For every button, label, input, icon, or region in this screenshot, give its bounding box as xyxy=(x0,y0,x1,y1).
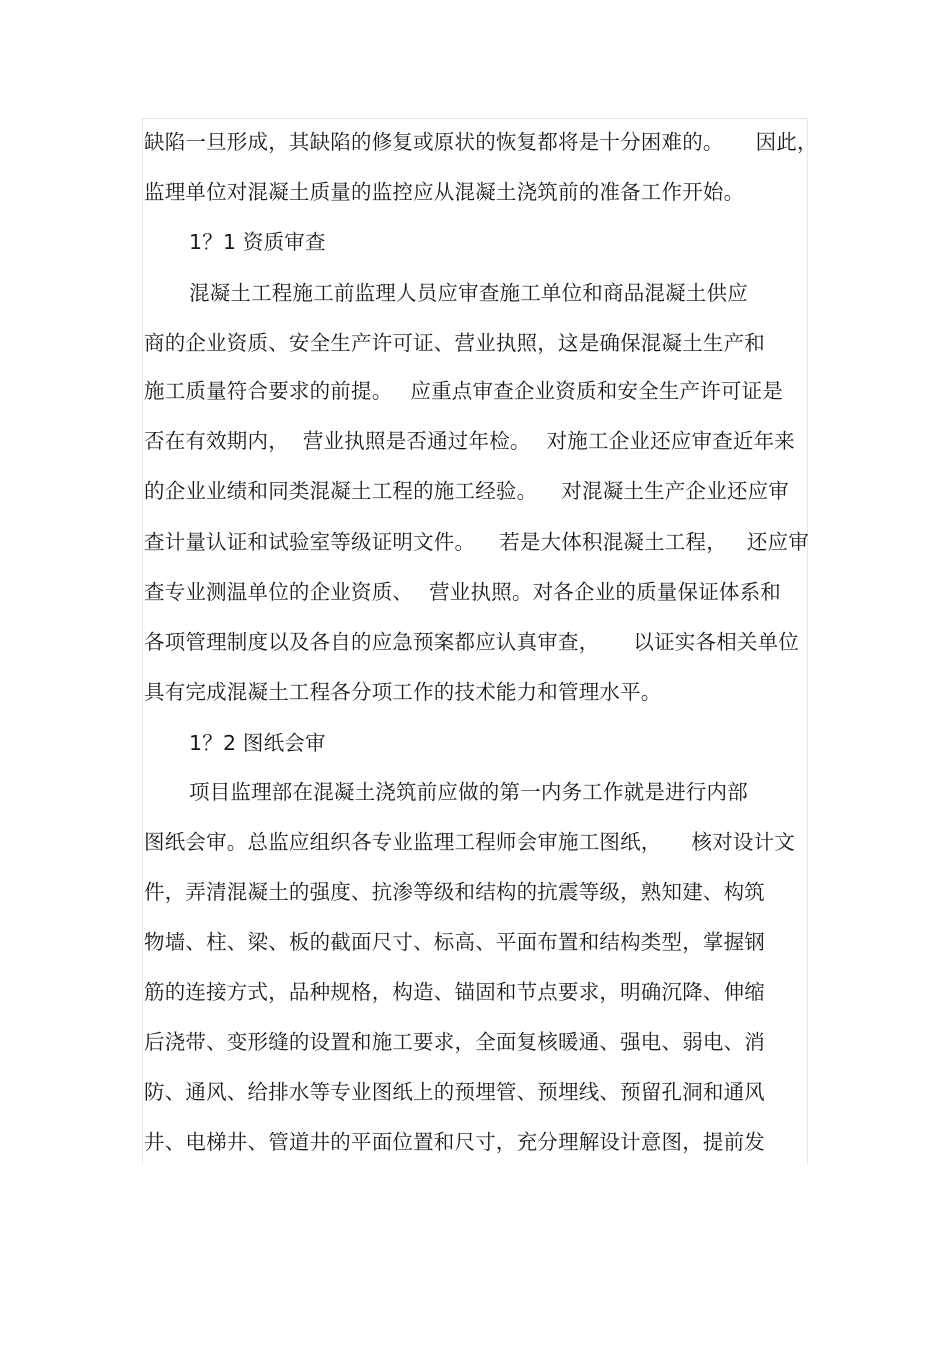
text-span: 查计量认证和试验室等级证明文件。 xyxy=(144,530,476,554)
text-span: 因此， xyxy=(755,130,818,154)
text-span: 混凝土工程施工前监理人员应审查施工单位和商品混凝土供应 xyxy=(189,281,748,305)
text-span: 件，弄清混凝土的强度、抗渗等级和结构的抗震等级，熟知建、构筑 xyxy=(144,880,765,904)
paragraph-2-start xyxy=(189,778,748,806)
text-span: 后浇带、变形缝的设置和施工要求，全面复核暖通、强电、弱电、消 xyxy=(144,1030,765,1054)
text-line-16 xyxy=(144,878,765,906)
text-span: 的企业业绩和同类混凝土工程的施工经验。 xyxy=(144,479,538,503)
text-line-17 xyxy=(144,928,765,956)
text-span: 物墙、柱、梁、板的截面尺寸、标高、平面布置和结构类型，掌握钢 xyxy=(144,930,765,954)
text-span: 图纸会审。总监应组织各专业监理工程师会审施工图纸， xyxy=(144,830,662,854)
paragraph-1-start xyxy=(189,279,748,307)
text-line-9 xyxy=(144,528,809,556)
text-span: 具有完成混凝土工程各分项工作的技术能力和管理水平。 xyxy=(144,680,662,704)
text-span: 施工质量符合要求的前提。 xyxy=(144,379,393,403)
text-span: 筋的连接方式，品种规格，构造、锚固和节点要求，明确沉降、伸缩 xyxy=(144,980,765,1004)
text-line-18 xyxy=(144,978,765,1006)
text-span: 1？1 资质审查 xyxy=(189,230,326,254)
text-line-1 xyxy=(144,128,818,156)
text-span: 防、通风、给排水等专业图纸上的预埋管、预埋线、预留孔洞和通风 xyxy=(144,1080,765,1104)
section-heading-1-1 xyxy=(189,228,326,256)
text-line-21 xyxy=(144,1128,765,1156)
text-line-11 xyxy=(144,628,799,656)
text-span: 各项管理制度以及各自的应急预案都应认真审查， xyxy=(144,630,600,654)
text-span: 井、电梯井、管道井的平面位置和尺寸，充分理解设计意图，提前发 xyxy=(144,1130,765,1154)
text-span: 监理单位对混凝土质量的监控应从混凝土浇筑前的准备工作开始。 xyxy=(144,180,745,204)
text-span: 以证实各相关单位 xyxy=(633,630,800,654)
text-span: 商的企业资质、安全生产许可证、营业执照，这是确保混凝土生产和 xyxy=(144,331,765,355)
text-line-5 xyxy=(144,329,765,357)
text-span: 对混凝土生产企业还应审 xyxy=(561,479,790,503)
text-line-15 xyxy=(144,828,795,856)
text-span: 核对设计文 xyxy=(691,830,795,854)
text-line-6 xyxy=(144,377,783,405)
text-span: 营业执照是否通过年检。 xyxy=(302,429,531,453)
text-span: 还应审 xyxy=(746,530,810,554)
section-heading-1-2 xyxy=(189,729,326,757)
text-span: 否在有效期内， xyxy=(144,429,289,453)
text-line-20 xyxy=(144,1078,765,1106)
text-line-7 xyxy=(144,427,795,455)
text-span: 对施工企业还应审查近年来 xyxy=(546,429,796,453)
text-span: 1？2 图纸会审 xyxy=(189,731,326,755)
text-span: 应重点审查企业资质和安全生产许可证是 xyxy=(410,379,784,403)
text-line-8 xyxy=(144,477,789,505)
text-span: 缺陷一旦形成，其缺陷的修复或原状的恢复都将是十分困难的。 xyxy=(144,130,724,154)
text-line-12 xyxy=(144,678,662,706)
text-line-10 xyxy=(144,578,781,606)
text-line-19 xyxy=(144,1028,765,1056)
text-span: 营业执照。对各企业的质量保证体系和 xyxy=(429,580,782,604)
text-span: 若是大体积混凝土工程， xyxy=(499,530,727,554)
text-line-2 xyxy=(144,178,744,206)
text-span: 查专业测温单位的企业资质、 xyxy=(144,580,414,604)
text-span: 项目监理部在混凝土浇筑前应做的第一内务工作就是进行内部 xyxy=(189,780,748,804)
